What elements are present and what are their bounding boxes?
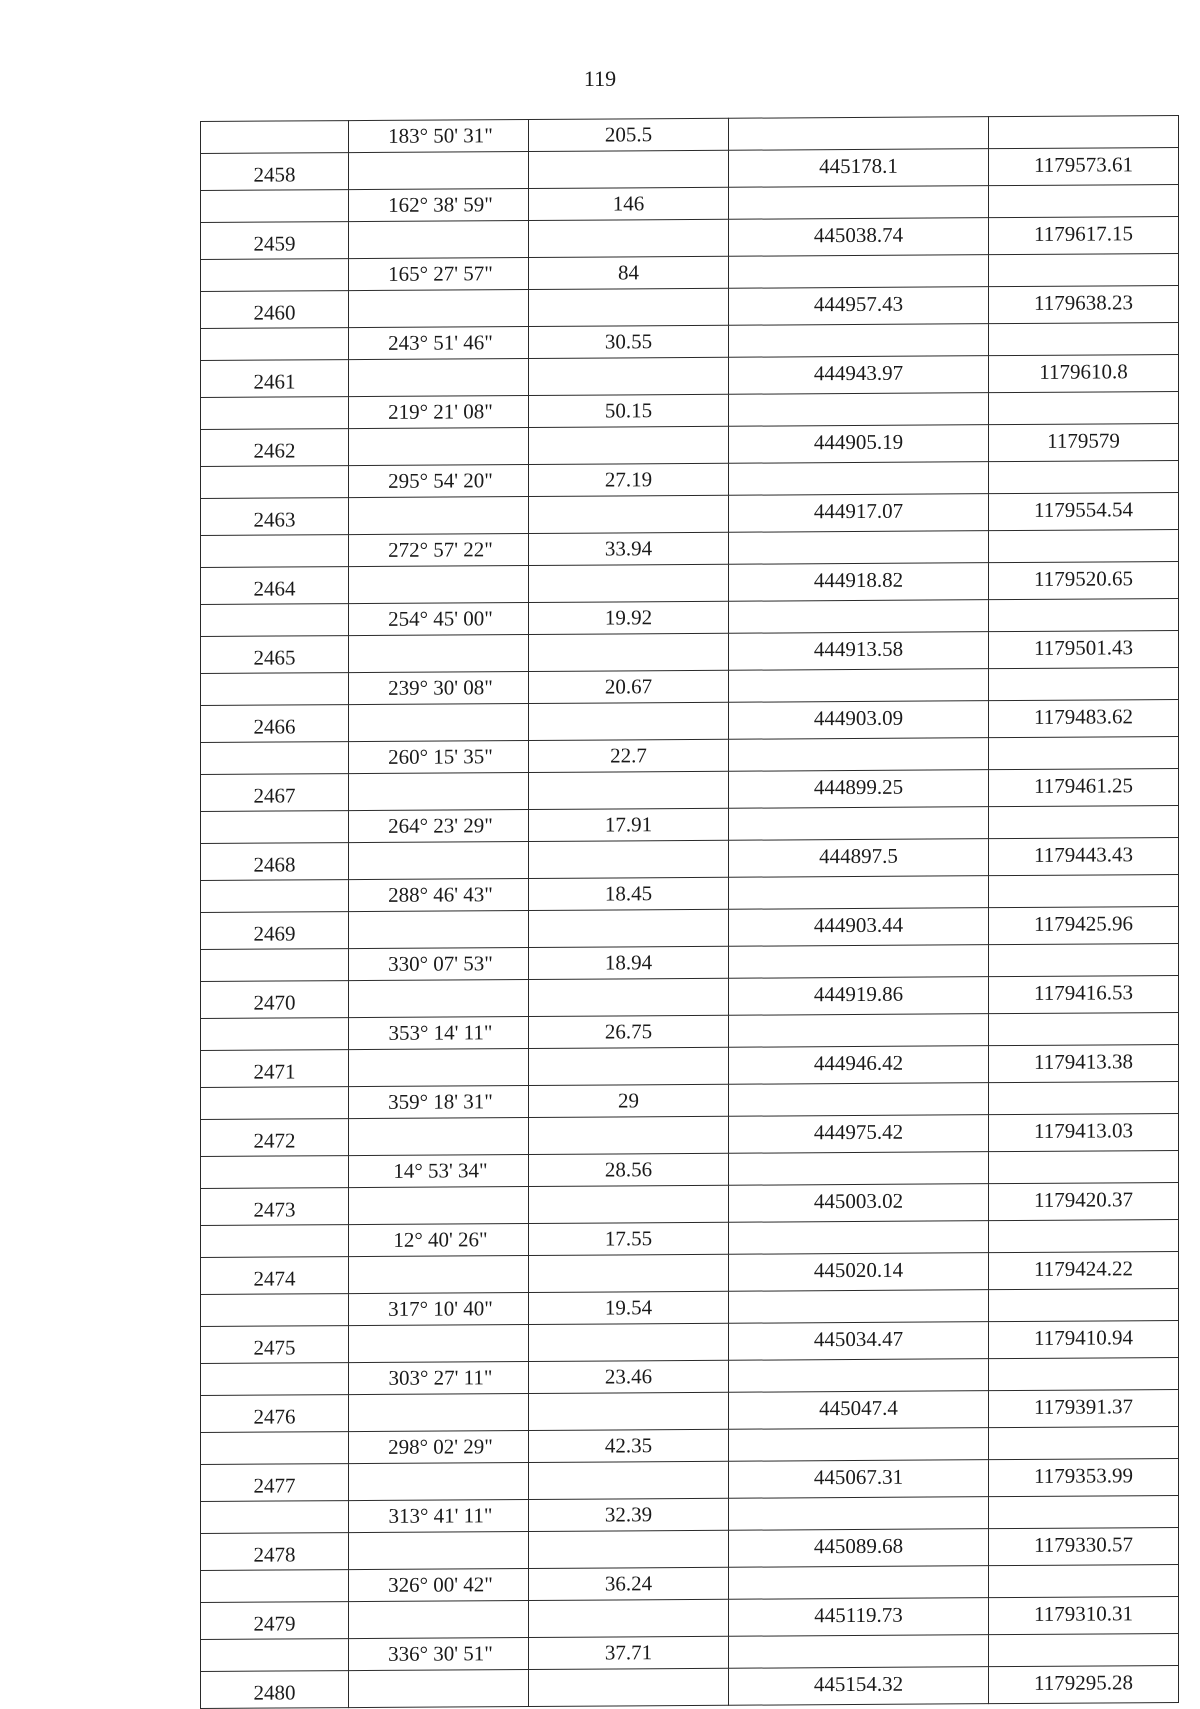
distance-cell — [529, 1461, 729, 1500]
bearing-cell: 12° 40' 26" — [349, 1223, 529, 1256]
distance-cell — [529, 357, 729, 396]
bearing-cell: 260° 15' 35" — [349, 740, 529, 773]
bearing-cell — [349, 634, 529, 673]
y-cell: 1179425.96 — [989, 906, 1179, 945]
survey-point-row — [201, 768, 1179, 811]
x-cell: 444957.43 — [729, 286, 989, 325]
distance-cell: 23.46 — [529, 1360, 729, 1393]
point-cell — [201, 328, 349, 360]
survey-point-row — [201, 1596, 1179, 1639]
distance-cell: 27.19 — [529, 463, 729, 496]
point-cell — [201, 1018, 349, 1050]
bearing-cell — [349, 565, 529, 604]
point-cell: 2460 — [201, 290, 349, 328]
point-cell — [201, 535, 349, 567]
point-cell: 2476 — [201, 1394, 349, 1432]
y-cell — [989, 875, 1179, 908]
point-cell: 2465 — [201, 635, 349, 673]
y-cell — [989, 1151, 1179, 1184]
y-cell: 1179295.28 — [989, 1665, 1179, 1704]
bearing-cell — [349, 772, 529, 811]
survey-point-row — [201, 837, 1179, 880]
y-cell — [989, 1427, 1179, 1460]
survey-point-row — [201, 147, 1179, 190]
x-cell — [729, 324, 989, 357]
x-cell: 444903.09 — [729, 700, 989, 739]
y-cell — [989, 530, 1179, 563]
survey-point-row — [201, 1320, 1179, 1363]
x-cell: 444975.42 — [729, 1114, 989, 1153]
y-cell: 1179410.94 — [989, 1320, 1179, 1359]
distance-cell: 17.91 — [529, 808, 729, 841]
survey-point-row — [201, 1251, 1179, 1294]
y-cell — [989, 599, 1179, 632]
x-cell — [729, 117, 989, 150]
bearing-cell: 183° 50' 31" — [349, 119, 529, 152]
x-cell: 445047.4 — [729, 1390, 989, 1429]
distance-cell: 20.67 — [529, 670, 729, 703]
bearing-cell: 359° 18' 31" — [349, 1085, 529, 1118]
distance-cell: 33.94 — [529, 532, 729, 565]
x-cell: 444946.42 — [729, 1045, 989, 1084]
y-cell — [989, 1220, 1179, 1253]
survey-point-row — [201, 1113, 1179, 1156]
y-cell — [989, 1013, 1179, 1046]
survey-point-row — [201, 1044, 1179, 1087]
x-cell: 444943.97 — [729, 355, 989, 394]
bearing-cell — [349, 496, 529, 535]
bearing-cell: 264° 23' 29" — [349, 809, 529, 842]
bearing-cell: 243° 51' 46" — [349, 326, 529, 359]
y-cell: 1179617.15 — [989, 216, 1179, 255]
point-cell: 2464 — [201, 566, 349, 604]
distance-cell: 29 — [529, 1084, 729, 1117]
bearing-cell: 288° 46' 43" — [349, 878, 529, 911]
bearing-cell — [349, 1117, 529, 1156]
survey-point-row — [201, 216, 1179, 259]
y-cell: 1179416.53 — [989, 975, 1179, 1014]
distance-cell: 146 — [529, 187, 729, 220]
point-cell — [201, 1639, 349, 1671]
x-cell — [729, 945, 989, 978]
y-cell — [989, 461, 1179, 494]
bearing-cell — [349, 1393, 529, 1432]
y-cell: 1179413.03 — [989, 1113, 1179, 1152]
bearing-cell — [349, 1531, 529, 1570]
survey-point-row — [201, 1182, 1179, 1225]
y-cell: 1179420.37 — [989, 1182, 1179, 1221]
x-cell — [729, 531, 989, 564]
distance-cell: 18.94 — [529, 946, 729, 979]
distance-cell — [529, 1599, 729, 1638]
x-cell: 445038.74 — [729, 217, 989, 256]
x-cell: 445119.73 — [729, 1597, 989, 1636]
x-cell — [729, 807, 989, 840]
distance-cell — [529, 495, 729, 534]
point-cell: 2471 — [201, 1049, 349, 1087]
survey-point-row — [201, 1458, 1179, 1501]
bearing-cell: 165° 27' 57" — [349, 257, 529, 290]
x-cell: 445067.31 — [729, 1459, 989, 1498]
y-cell — [989, 392, 1179, 425]
x-cell — [729, 1566, 989, 1599]
y-cell — [989, 1358, 1179, 1391]
point-cell: 2472 — [201, 1118, 349, 1156]
y-cell — [989, 116, 1179, 149]
point-cell: 2461 — [201, 359, 349, 397]
y-cell — [989, 806, 1179, 839]
bearing-cell: 313° 41' 11" — [349, 1499, 529, 1532]
survey-point-row — [201, 492, 1179, 535]
distance-cell — [529, 288, 729, 327]
survey-point-row — [201, 1389, 1179, 1432]
bearing-cell — [349, 289, 529, 328]
bearing-cell — [349, 1255, 529, 1294]
x-cell: 444918.82 — [729, 562, 989, 601]
distance-cell — [529, 978, 729, 1017]
distance-cell — [529, 909, 729, 948]
point-cell — [201, 1294, 349, 1326]
bearing-cell — [349, 427, 529, 466]
bearing-cell — [349, 151, 529, 190]
distance-cell — [529, 1185, 729, 1224]
bearing-cell — [349, 1186, 529, 1225]
table-body — [201, 116, 1179, 1709]
y-cell: 1179610.8 — [989, 354, 1179, 393]
bearing-cell — [349, 841, 529, 880]
y-cell: 1179424.22 — [989, 1251, 1179, 1290]
y-cell — [989, 1634, 1179, 1667]
y-cell: 1179330.57 — [989, 1527, 1179, 1566]
point-cell — [201, 397, 349, 429]
distance-cell: 17.55 — [529, 1222, 729, 1255]
x-cell — [729, 600, 989, 633]
x-cell — [729, 1014, 989, 1047]
x-cell — [729, 1083, 989, 1116]
point-cell — [201, 811, 349, 843]
survey-point-row — [201, 630, 1179, 673]
point-cell — [201, 1225, 349, 1257]
x-cell: 444905.19 — [729, 424, 989, 463]
bearing-cell — [349, 1462, 529, 1501]
survey-point-row — [201, 906, 1179, 949]
y-cell: 1179461.25 — [989, 768, 1179, 807]
x-cell: 445034.47 — [729, 1321, 989, 1360]
x-cell — [729, 876, 989, 909]
distance-cell — [529, 426, 729, 465]
distance-cell: 84 — [529, 256, 729, 289]
survey-point-row — [201, 354, 1179, 397]
x-cell — [729, 1221, 989, 1254]
bearing-cell: 353° 14' 11" — [349, 1016, 529, 1049]
distance-cell — [529, 771, 729, 810]
bearing-cell: 326° 00' 42" — [349, 1568, 529, 1601]
x-cell: 445020.14 — [729, 1252, 989, 1291]
point-cell — [201, 880, 349, 912]
bearing-cell: 317° 10' 40" — [349, 1292, 529, 1325]
x-cell: 445178.1 — [729, 148, 989, 187]
x-cell: 445003.02 — [729, 1183, 989, 1222]
y-cell: 1179579 — [989, 423, 1179, 462]
y-cell — [989, 737, 1179, 770]
y-cell — [989, 1289, 1179, 1322]
point-cell — [201, 1570, 349, 1602]
bearing-cell: 336° 30' 51" — [349, 1637, 529, 1670]
distance-cell — [529, 1392, 729, 1431]
y-cell: 1179554.54 — [989, 492, 1179, 531]
x-cell — [729, 669, 989, 702]
point-cell: 2479 — [201, 1601, 349, 1639]
distance-cell: 22.7 — [529, 739, 729, 772]
bearing-cell — [349, 910, 529, 949]
bearing-cell: 295° 54' 20" — [349, 464, 529, 497]
bearing-cell: 254° 45' 00" — [349, 602, 529, 635]
survey-point-row — [201, 561, 1179, 604]
point-cell: 2475 — [201, 1325, 349, 1363]
x-cell: 444903.44 — [729, 907, 989, 946]
bearing-cell: 303° 27' 11" — [349, 1361, 529, 1394]
point-cell: 2474 — [201, 1256, 349, 1294]
point-cell: 2469 — [201, 911, 349, 949]
distance-cell: 28.56 — [529, 1153, 729, 1186]
bearing-cell — [349, 358, 529, 397]
survey-point-row — [201, 975, 1179, 1018]
survey-coordinates-table — [200, 115, 1179, 1709]
y-cell: 1179520.65 — [989, 561, 1179, 600]
point-cell: 2459 — [201, 221, 349, 259]
y-cell — [989, 1496, 1179, 1529]
point-cell: 2466 — [201, 704, 349, 742]
point-cell — [201, 673, 349, 705]
y-cell — [989, 944, 1179, 977]
distance-cell — [529, 1668, 729, 1707]
bearing-cell: 298° 02' 29" — [349, 1430, 529, 1463]
x-cell — [729, 1359, 989, 1392]
distance-cell — [529, 633, 729, 672]
point-cell: 2480 — [201, 1670, 349, 1708]
survey-point-row — [201, 699, 1179, 742]
distance-cell — [529, 1254, 729, 1293]
distance-cell: 30.55 — [529, 325, 729, 358]
distance-cell — [529, 1047, 729, 1086]
x-cell: 444919.86 — [729, 976, 989, 1015]
point-cell — [201, 742, 349, 774]
point-cell: 2477 — [201, 1463, 349, 1501]
point-cell: 2467 — [201, 773, 349, 811]
distance-cell — [529, 219, 729, 258]
point-cell — [201, 259, 349, 291]
point-cell: 2468 — [201, 842, 349, 880]
distance-cell: 205.5 — [529, 118, 729, 151]
bearing-cell: 272° 57' 22" — [349, 533, 529, 566]
distance-cell: 42.35 — [529, 1429, 729, 1462]
y-cell — [989, 185, 1179, 218]
distance-cell: 26.75 — [529, 1015, 729, 1048]
point-cell: 2470 — [201, 980, 349, 1018]
y-cell: 1179353.99 — [989, 1458, 1179, 1497]
distance-cell: 37.71 — [529, 1636, 729, 1669]
y-cell — [989, 1082, 1179, 1115]
survey-point-row — [201, 1527, 1179, 1570]
bearing-cell — [349, 1600, 529, 1639]
y-cell: 1179413.38 — [989, 1044, 1179, 1083]
point-cell: 2478 — [201, 1532, 349, 1570]
point-cell: 2463 — [201, 497, 349, 535]
x-cell — [729, 1290, 989, 1323]
point-cell — [201, 1087, 349, 1119]
x-cell — [729, 738, 989, 771]
page-number: 119 — [583, 66, 617, 91]
y-cell: 1179443.43 — [989, 837, 1179, 876]
point-cell — [201, 1363, 349, 1395]
distance-cell — [529, 564, 729, 603]
survey-point-row — [201, 1665, 1179, 1708]
y-cell — [989, 254, 1179, 287]
point-cell: 2458 — [201, 152, 349, 190]
bearing-cell — [349, 1048, 529, 1087]
survey-point-row — [201, 285, 1179, 328]
bearing-cell: 162° 38' 59" — [349, 188, 529, 221]
bearing-cell: 330° 07' 53" — [349, 947, 529, 980]
y-cell — [989, 323, 1179, 356]
point-cell — [201, 121, 349, 153]
bearing-cell — [349, 703, 529, 742]
distance-cell — [529, 1530, 729, 1569]
distance-cell — [529, 840, 729, 879]
y-cell: 1179391.37 — [989, 1389, 1179, 1428]
point-cell: 2462 — [201, 428, 349, 466]
bearing-cell — [349, 1669, 529, 1708]
x-cell — [729, 1497, 989, 1530]
x-cell — [729, 1152, 989, 1185]
survey-point-row — [201, 423, 1179, 466]
x-cell: 444897.5 — [729, 838, 989, 877]
distance-cell — [529, 702, 729, 741]
distance-cell: 50.15 — [529, 394, 729, 427]
distance-cell — [529, 150, 729, 189]
x-cell: 445154.32 — [729, 1666, 989, 1705]
point-cell — [201, 1432, 349, 1464]
bearing-cell: 239° 30' 08" — [349, 671, 529, 704]
bearing-cell: 219° 21' 08" — [349, 395, 529, 428]
point-cell — [201, 949, 349, 981]
point-cell — [201, 1156, 349, 1188]
distance-cell: 19.54 — [529, 1291, 729, 1324]
point-cell — [201, 604, 349, 636]
point-cell — [201, 466, 349, 498]
point-cell: 2473 — [201, 1187, 349, 1225]
bearing-cell — [349, 220, 529, 259]
x-cell — [729, 255, 989, 288]
distance-cell: 32.39 — [529, 1498, 729, 1531]
point-cell — [201, 190, 349, 222]
y-cell — [989, 1565, 1179, 1598]
x-cell — [729, 1428, 989, 1461]
x-cell — [729, 1635, 989, 1668]
y-cell: 1179573.61 — [989, 147, 1179, 186]
bearing-cell — [349, 979, 529, 1018]
bearing-cell: 14° 53' 34" — [349, 1154, 529, 1187]
point-cell — [201, 1501, 349, 1533]
distance-cell: 19.92 — [529, 601, 729, 634]
distance-cell — [529, 1323, 729, 1362]
x-cell: 445089.68 — [729, 1528, 989, 1567]
x-cell: 444917.07 — [729, 493, 989, 532]
y-cell: 1179310.31 — [989, 1596, 1179, 1635]
bearing-cell — [349, 1324, 529, 1363]
x-cell — [729, 393, 989, 426]
x-cell — [729, 462, 989, 495]
y-cell: 1179501.43 — [989, 630, 1179, 669]
y-cell: 1179483.62 — [989, 699, 1179, 738]
y-cell — [989, 668, 1179, 701]
y-cell: 1179638.23 — [989, 285, 1179, 324]
distance-cell: 36.24 — [529, 1567, 729, 1600]
distance-cell — [529, 1116, 729, 1155]
x-cell: 444913.58 — [729, 631, 989, 670]
x-cell: 444899.25 — [729, 769, 989, 808]
distance-cell: 18.45 — [529, 877, 729, 910]
x-cell — [729, 186, 989, 219]
